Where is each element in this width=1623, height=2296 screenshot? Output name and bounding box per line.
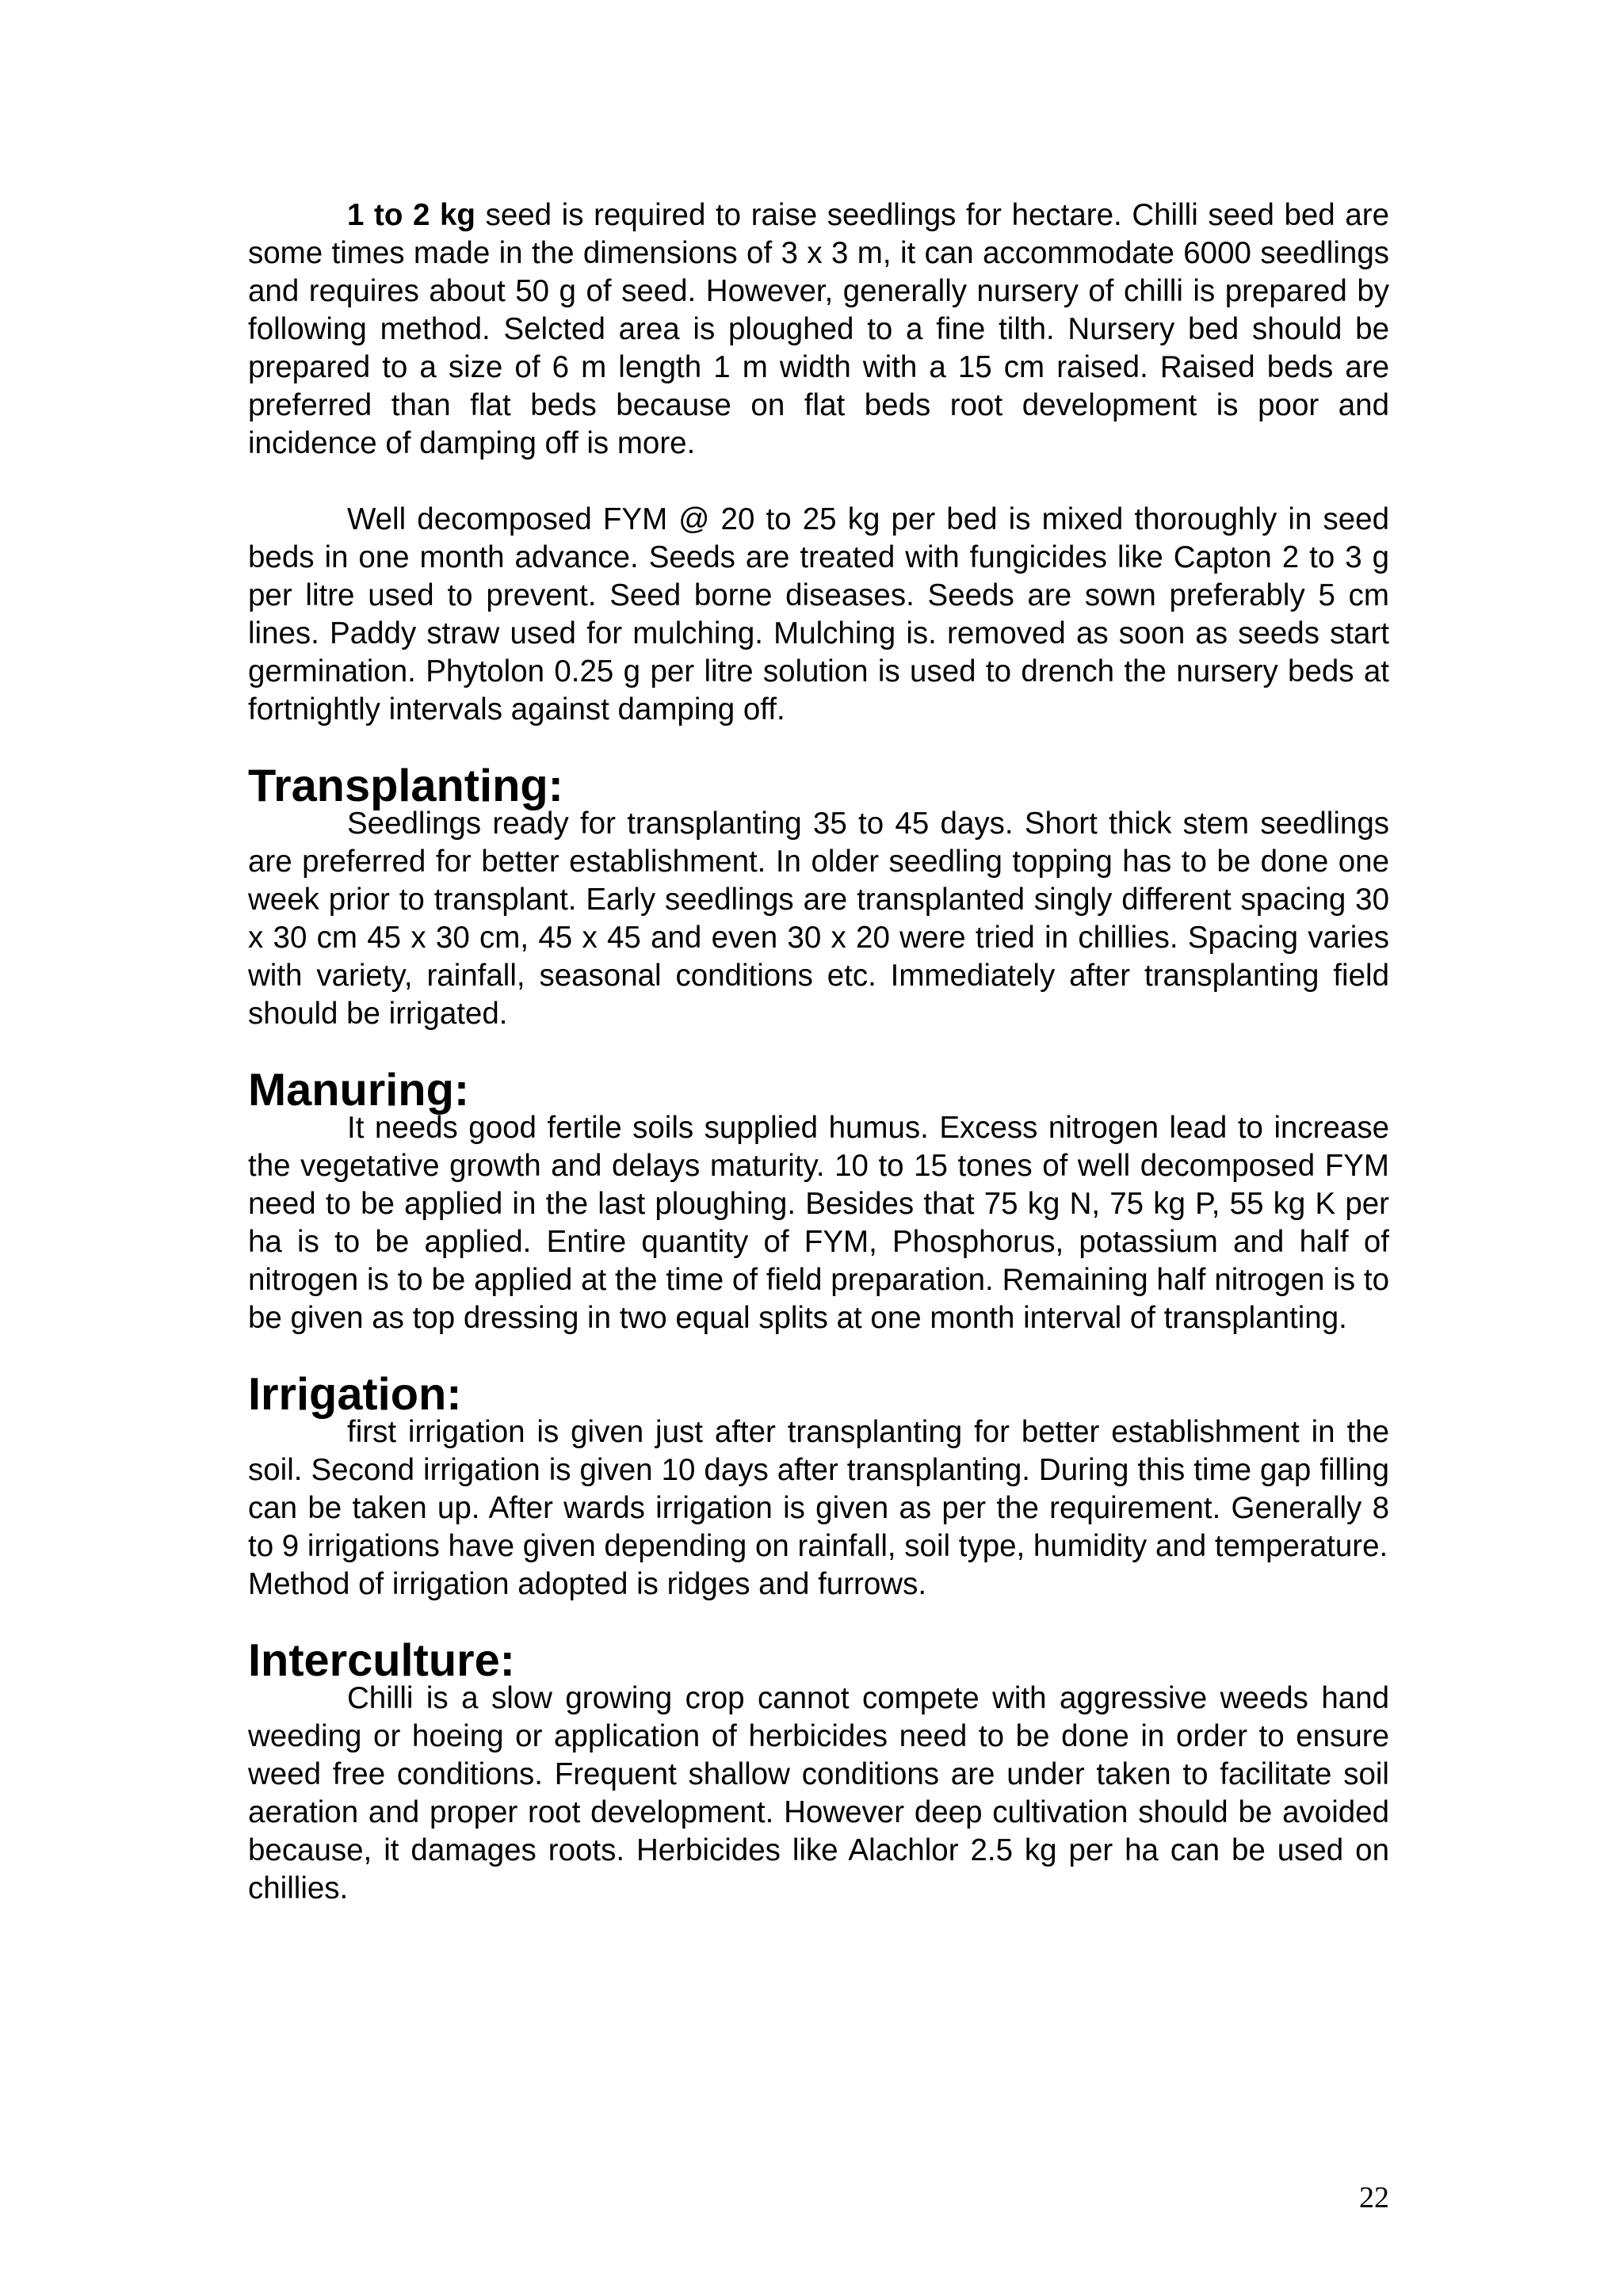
irrigation-paragraph: first irrigation is given just after transplanting for better establishment in the soil. Second irrigation is given 10 days after transplanting. During this time gap filling can be taken up. After wards irrigation is given as per the requirement. Generally 8 to 9 irrigations have given depending on rainfall, soil type, humidity and temperature. bbox=[248, 1415, 1389, 1563]
page-content bbox=[248, 196, 1389, 1908]
page-number: 22 bbox=[1359, 2181, 1389, 2214]
irrigation-method-line: Method of irrigation adopted is ridges and furrows. bbox=[248, 1567, 927, 1601]
nursery-paragraph: Well decomposed FYM @ 20 to 25 kg per bed is mixed thoroughly in seed beds in one month advance. Seeds are treated with fungicides like Capton 2 to 3 g per litre used to prevent. Seed borne diseases. Seeds are sown preferably 5 cm lines. Paddy straw used for mulching. Mulching is. removed as soon as seeds start germination. Phytolon 0.25 g per litre solution is used to drench the nursery beds at fortnightly intervals against damping off. bbox=[248, 502, 1389, 727]
manuring-heading: Manuring: bbox=[248, 1065, 470, 1116]
manuring-paragraph: It needs good fertile soils supplied humus. Excess nitrogen lead to increase the vegetative growth and delays maturity. 10 to 15 tones of well decomposed FYM need to be applied in the last ploughing. Besides that 75 kg N, 75 kg P, 55 kg K per ha is to be applied. Entire quantity of FYM, Phosphorus, potassium and half of nitrogen is to be applied at the time of field preparation. Remaining half nitrogen is to be given as top dressing in two equal splits at one month interval of transplanting. bbox=[248, 1111, 1389, 1335]
transplanting-heading: Transplanting: bbox=[248, 761, 563, 811]
intro-paragraph bbox=[248, 196, 1389, 463]
interculture-paragraph: Chilli is a slow growing crop cannot compete with aggressive weeds hand weeding or hoeing or application of herbicides need to be done in order to ensure weed free conditions. Frequent shallow conditions are under taken to facilitate soil aeration and proper root development. However deep cultivation should be avoided because, it damages roots. Herbicides like Alachlor 2.5 kg per ha can be used on chillies. bbox=[248, 1681, 1389, 1905]
seed-rate-emphasis: 1 to 2 kg bbox=[347, 198, 475, 232]
intro-text: seed is required to raise seedlings for hectare. Chilli seed bed are some times made in the dimensions of 3 x 3 m, it can accommodate 6000 seedlings and requires about 50 g of seed. However, generally nursery of chilli is prepared by following method. Selcted area is ploughed to a fine tilth. Nursery bed should be prepared to a size of 6 m length 1 m width with a 15 cm raised. Raised beds are preferred than flat beds because on flat beds root development is poor and incidence of damping off is more. bbox=[248, 198, 1389, 460]
transplanting-paragraph: Seedlings ready for transplanting 35 to 45 days. Short thick stem seedlings are preferred for better establishment. In older seedling topping has to be done one week prior to transplant. Early seedlings are transplanted singly different spacing 30 x 30 cm 45 x 30 cm, 45 x 45 and even 30 x 20 were tried in chillies. Spacing varies with variety, rainfall, seasonal conditions etc. Immediately after transplanting field should be irrigated. bbox=[248, 807, 1389, 1031]
irrigation-heading: Irrigation: bbox=[248, 1369, 462, 1420]
interculture-heading: Interculture: bbox=[248, 1635, 515, 1686]
